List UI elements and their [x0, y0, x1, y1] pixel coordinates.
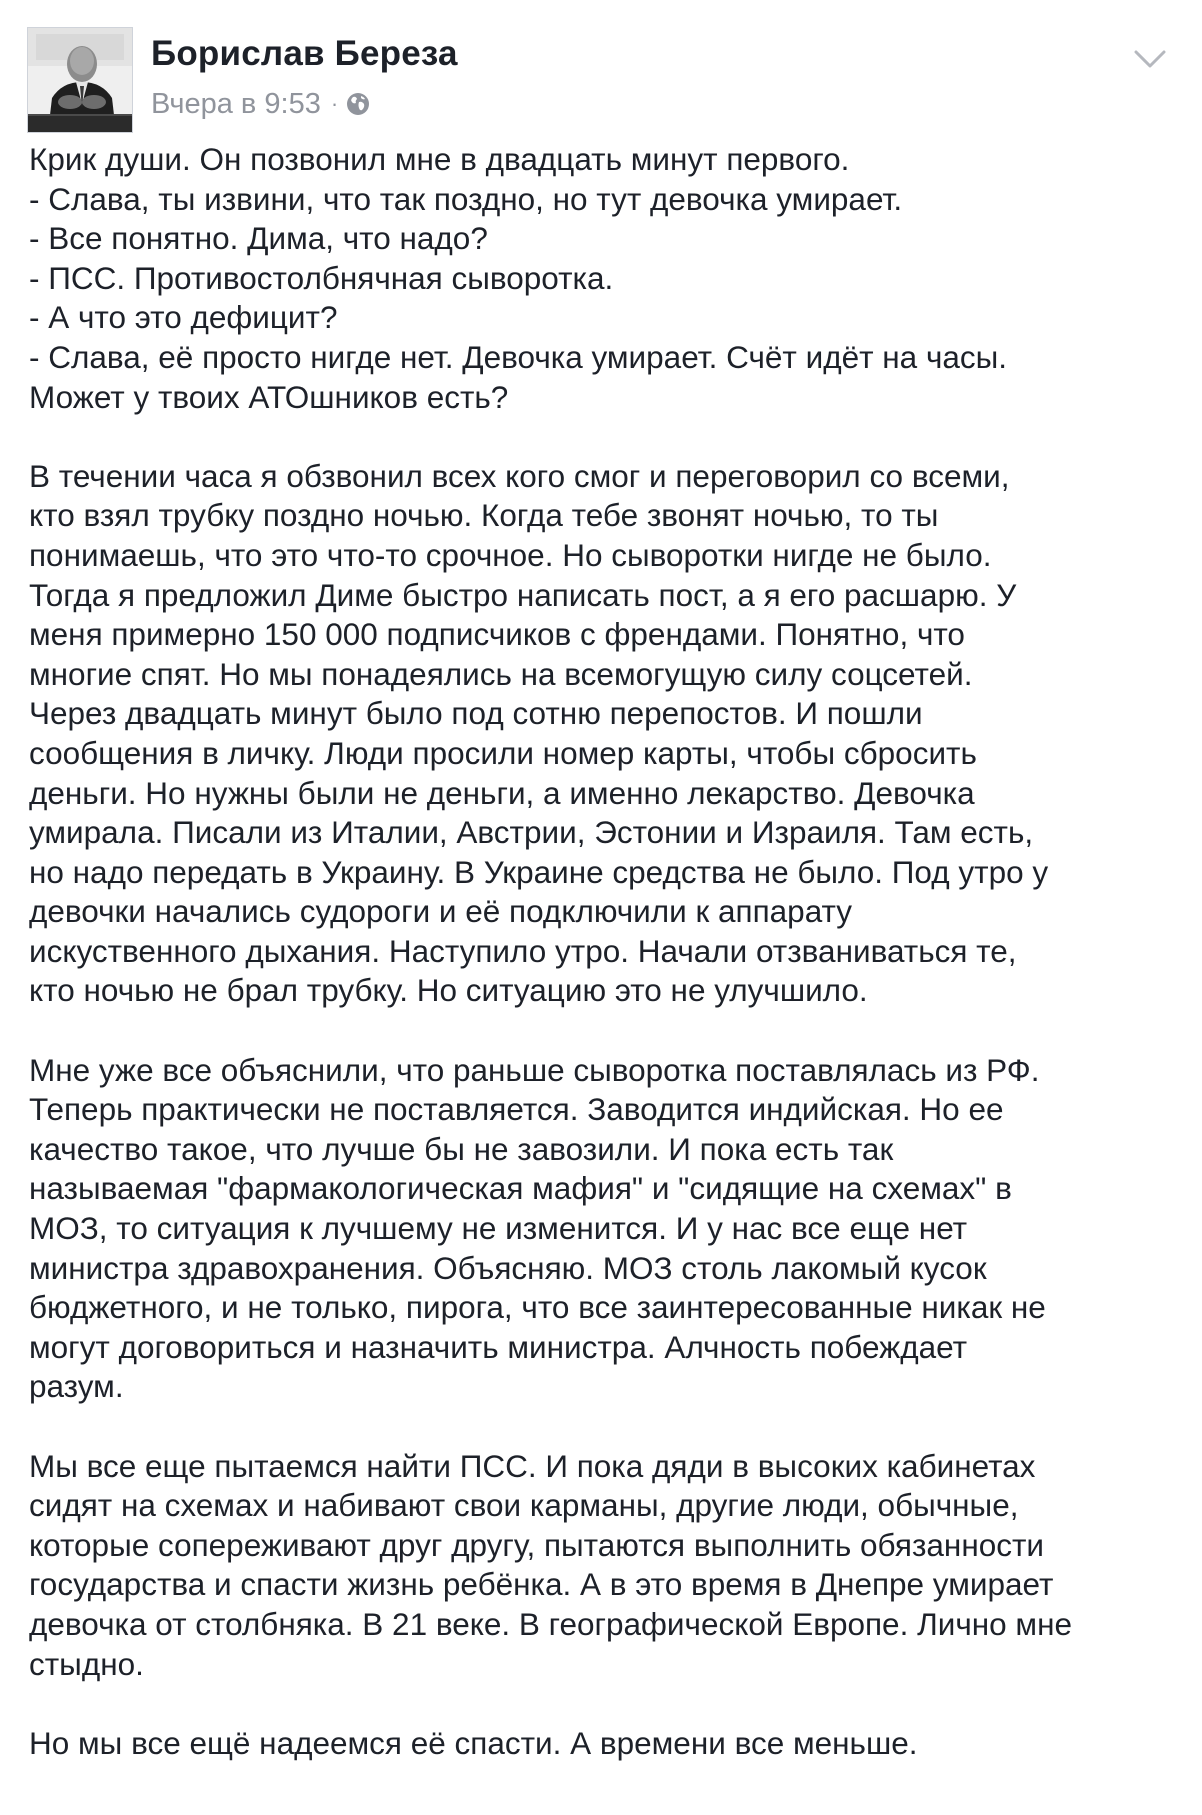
- post-timestamp[interactable]: Вчера в 9:53: [151, 87, 321, 120]
- post-text-line: которые сопереживают друг другу, пытаются выполнить обязанности: [29, 1526, 1045, 1563]
- post-text-line: кто ночью не брал трубку. Но ситуацию это не улучшило.: [29, 972, 868, 1009]
- paragraph-gap: [29, 1684, 1179, 1724]
- author-avatar[interactable]: [27, 27, 133, 133]
- post-text-line: качество такое, что лучше бы не завозили. И пока есть так: [29, 1130, 894, 1167]
- post-text-line: - Все понятно. Дима, что надо?: [29, 220, 488, 257]
- post-text-line: сидят на схемах и набивают свои карманы, другие люди, обычные,: [29, 1487, 1019, 1524]
- chevron-down-icon[interactable]: [1132, 46, 1168, 72]
- post-text-line: - Слава, ты извини, что так поздно, но тут девочка умирает.: [29, 180, 903, 217]
- post-text-line: сообщения в личку. Люди просили номер карты, чтобы сбросить: [29, 734, 977, 771]
- post-text-line: Крик души. Он позвонил мне в двадцать минут первого.: [29, 141, 850, 177]
- post-text-line: государства и спасти жизнь ребёнка. А в это время в Днепре умирает: [29, 1566, 1054, 1603]
- paragraph-gap: [29, 1011, 1179, 1051]
- post-text-line: Теперь практически не поставляется. Заводится индийская. Но ее: [29, 1091, 1004, 1128]
- globe-icon[interactable]: [346, 92, 370, 116]
- post-text-line: умирала. Писали из Италии, Австрии, Эстонии и Израиля. Там есть,: [29, 814, 1034, 851]
- post-meta: [151, 86, 370, 122]
- post-text-line: понимаешь, что это что-то срочное. Но сыворотки нигде не было.: [29, 536, 992, 573]
- post-text-line: Может у твоих АТОшников есть?: [29, 378, 509, 415]
- post-text-line: МОЗ, то ситуация к лучшему не изменится. И у нас все еще нет: [29, 1210, 968, 1247]
- post-text-line: но надо передать в Украину. В Украине средства не было. Под утро у: [29, 853, 1049, 890]
- post-text-line: В течении часа я обзвонил всех кого смог и переговорил со всеми,: [29, 457, 1010, 494]
- post-text: [29, 140, 1179, 1763]
- post-text-line: могут договориться и назначить министра. Алчность побеждает: [29, 1328, 968, 1365]
- post-text-line: - А что это дефицит?: [29, 299, 338, 336]
- post-text-line: Через двадцать минут было под сотню перепостов. И пошли: [29, 695, 923, 732]
- post-text-line: меня примерно 150 000 подписчиков с френдами. Понятно, что: [29, 616, 965, 653]
- post-text-line: стыдно.: [29, 1645, 144, 1682]
- post-text-line: Мы все еще пытаемся найти ПСС. И пока дяди в высоких кабинетах: [29, 1447, 1036, 1484]
- post-text-line: искуственного дыхания. Наступило утро. Начали отзваниваться те,: [29, 932, 1017, 969]
- post-text-line: - ПСС. Противостолбнячная сыворотка.: [29, 259, 614, 296]
- post-text-line: Но мы все ещё надеемся её спасти. А времени все меньше.: [29, 1724, 918, 1761]
- post-text-line: бюджетного, и не только, пирога, что все заинтересованные никак не: [29, 1289, 1046, 1326]
- post-header: [0, 0, 1202, 140]
- post-text-line: многие спят. Но мы понадеялись на всемогущую силу соцсетей.: [29, 655, 973, 692]
- post-text-line: называемая "фармакологическая мафия" и "сидящие на схемах" в: [29, 1170, 1012, 1207]
- post-text-line: деньги. Но нужны были не деньги, а именно лекарство. Девочка: [29, 774, 975, 811]
- post-text-line: девочки начались судороги и её подключили к аппарату: [29, 893, 853, 930]
- post-text-line: кто взял трубку поздно ночью. Когда тебе звонят ночью, то ты: [29, 497, 939, 534]
- post-text-line: - Слава, её просто нигде нет. Девочка умирает. Счёт идёт на часы.: [29, 338, 1008, 375]
- author-photo: [28, 28, 132, 132]
- paragraph-gap: [29, 417, 1179, 457]
- author-name[interactable]: Борислав Береза: [151, 34, 458, 73]
- post-text-line: Мне уже все объяснили, что раньше сыворотка поставлялась из РФ.: [29, 1051, 1040, 1088]
- post-text-line: разум.: [29, 1368, 124, 1405]
- meta-separator: ·: [330, 91, 339, 116]
- post-text-line: министра здравохранения. Объясняю. МОЗ столь лакомый кусок: [29, 1249, 987, 1286]
- post-text-line: девочка от столбняка. В 21 веке. В географической Европе. Лично мне: [29, 1605, 1072, 1642]
- post-text-line: Тогда я предложил Диме быстро написать пост, а я его расшарю. У: [29, 576, 1017, 613]
- paragraph-gap: [29, 1407, 1179, 1447]
